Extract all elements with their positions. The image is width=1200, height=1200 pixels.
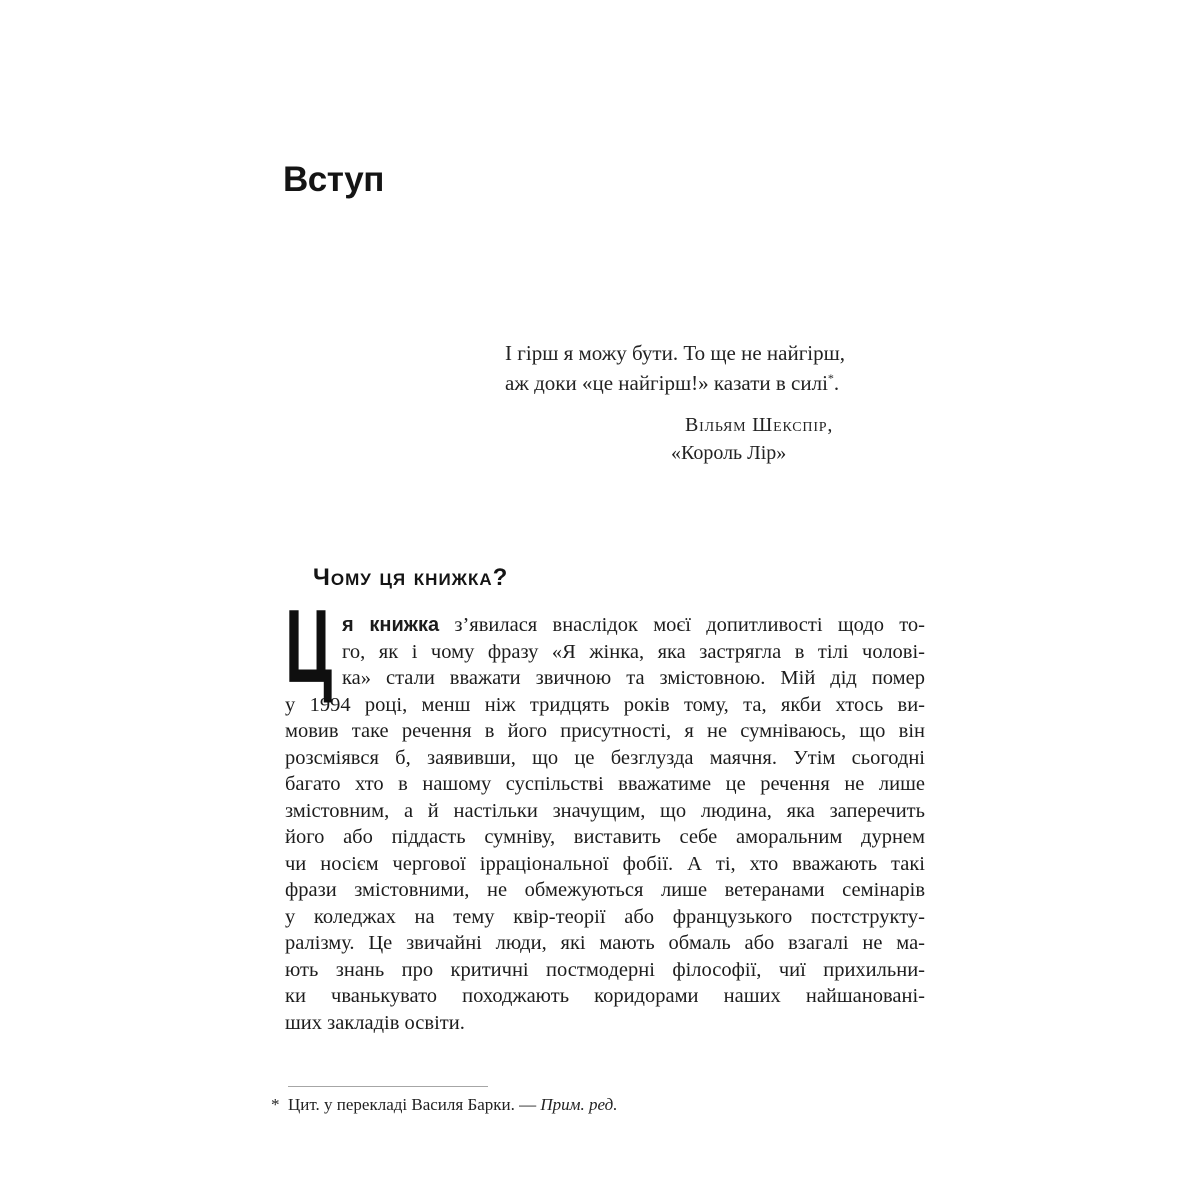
paragraph-line: його або піддасть сумніву, виставить себе аморальним дурнем	[285, 826, 925, 848]
dropcap-letter: Ц	[285, 589, 333, 705]
paragraph-line: ралізму. Це звичайні люди, які мають обмаль або взагалі не ма-	[285, 932, 925, 954]
epigraph-line-2-period: .	[833, 371, 840, 395]
footnote-text-editor-note: Прим. ред.	[540, 1095, 618, 1114]
footnote-reference-asterisk: *	[827, 371, 834, 385]
paragraph-line: у 1994 році, менш ніж тридцять років тому, та, якби хтось ви-	[285, 693, 925, 716]
paragraph-lines	[285, 639, 925, 1037]
paragraph-line-first-rest: з’явилася внаслідок моєї допитливості щодо то-	[454, 614, 925, 636]
epigraph-attribution	[671, 411, 833, 467]
paragraph-line: го, як і чому фразу «Я жінка, яка застрягла в тілі чолові-	[342, 640, 925, 663]
paragraph-line: змістовним, а й настільки значущим, що людина, яка заперечить	[285, 799, 925, 822]
epigraph	[505, 338, 845, 398]
paragraph-line: розсміявся б, заявивши, що це безглузда маячня. Утім сьогодні	[285, 746, 925, 769]
attribution-author: Вільям Шекспір,	[685, 414, 834, 436]
footnote-text	[288, 1094, 617, 1116]
body-paragraph	[285, 589, 925, 1036]
epigraph-line-2-text: аж доки «це найгірш!» казати в силі	[505, 371, 828, 395]
footnote-marker-asterisk: *	[271, 1095, 280, 1114]
paragraph-line: ших закладів освіти.	[285, 1011, 465, 1034]
paragraph-line: фрази змістовними, не обмежуються лише ветеранами семінарів	[285, 879, 925, 901]
paragraph-line: ють знань про критичні постмодерні філософії, чиї прихильни-	[285, 958, 925, 981]
chapter-title: Вступ	[283, 160, 384, 199]
paragraph-line: мовив таке речення в його присутності, я не сумніваюсь, що він	[285, 720, 925, 742]
footnote-text-main: Цит. у перекладі Василя Барки. —	[288, 1095, 541, 1114]
paragraph-line: багато хто в нашому суспільстві вважатиме це речення не лише	[285, 773, 925, 795]
attribution-work: «Король Лір»	[671, 442, 787, 464]
paragraph-line: ки чванькувато походжають коридорами наших найшановані-	[285, 985, 925, 1007]
section-heading: Чому ця книжка?	[313, 564, 509, 591]
paragraph-line: чи носієм чергової ірраціональної фобії. А ті, хто вважають такі	[285, 852, 925, 875]
footnote	[271, 1094, 617, 1116]
epigraph-line-2	[505, 368, 845, 398]
paragraph-line: у коледжах на тему квір-теорії або французького постструкту-	[285, 905, 925, 928]
lead-bold-text: я книжка	[342, 614, 440, 636]
footnote-divider-rule	[288, 1086, 488, 1087]
dropcap-box	[285, 589, 333, 705]
paragraph-line: ка» стали вважати звичною та змістовною. Мій дід помер	[342, 667, 925, 689]
epigraph-line-1: І гірш я можу бути. То ще не найгірш,	[505, 341, 846, 365]
paragraph-line-first	[285, 612, 925, 639]
